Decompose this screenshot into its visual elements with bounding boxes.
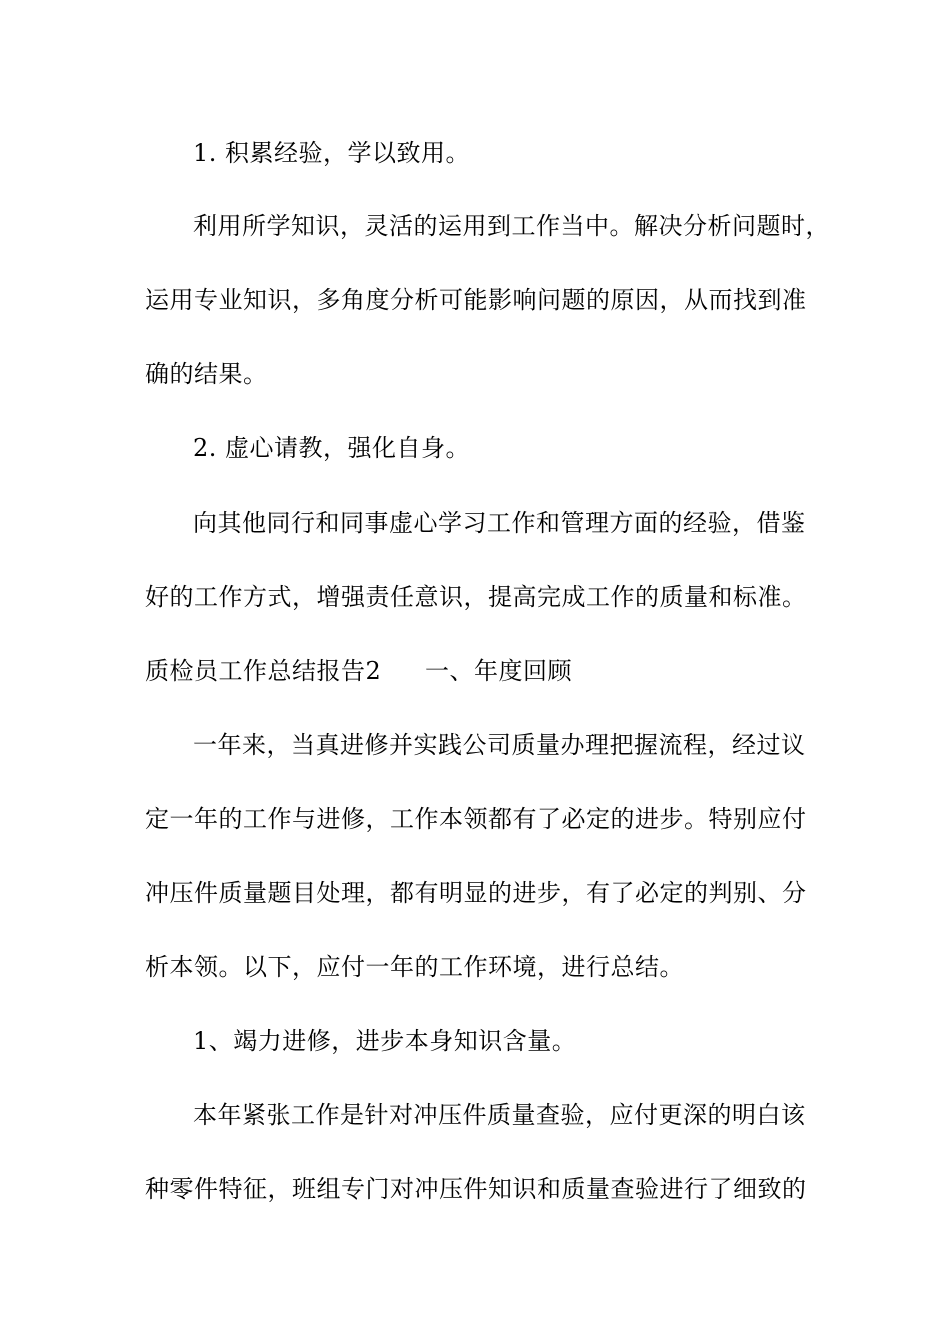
list-item-heading: 2. 虚心请教，强化自身。 bbox=[193, 434, 471, 462]
paragraph-line: 运用专业知识，多角度分析可能影响问题的原因，从而找到准 bbox=[145, 286, 807, 314]
paragraph-line: 定一年的工作与进修，工作本领都有了必定的进步。特别应付 bbox=[145, 805, 807, 833]
paragraph-line: 冲压件质量题目处理，都有明显的进步，有了必定的判别、分 bbox=[145, 879, 807, 907]
section-heading: 一、年度回顾 bbox=[425, 657, 572, 685]
paragraph-line: 一年来，当真进修并实践公司质量办理把握流程，经过议 bbox=[193, 731, 806, 759]
list-item-heading: 1. 积累经验，学以致用。 bbox=[193, 139, 471, 167]
paragraph-line: 本年紧张工作是针对冲压件质量查验，应付更深的明白该 bbox=[193, 1101, 806, 1129]
paragraph-line: 好的工作方式，增强责任意识，提高完成工作的质量和标准。 bbox=[145, 583, 807, 611]
paragraph-line: 种零件特征，班组专门对冲压件知识和质量查验进行了细致的 bbox=[145, 1175, 807, 1203]
paragraph-line: 确的结果。 bbox=[145, 360, 268, 388]
paragraph-line: 向其他同行和同事虚心学习工作和管理方面的经验，借鉴 bbox=[193, 509, 806, 537]
paragraph-line: 析本领。以下，应付一年的工作环境，进行总结。 bbox=[145, 953, 684, 981]
list-item-heading: 1、竭力进修，进步本身知识含量。 bbox=[193, 1027, 577, 1055]
report-title: 质检员工作总结报告2 bbox=[145, 657, 382, 685]
paragraph-line: 利用所学知识，灵活的运用到工作当中。解决分析问题时， bbox=[193, 212, 830, 240]
